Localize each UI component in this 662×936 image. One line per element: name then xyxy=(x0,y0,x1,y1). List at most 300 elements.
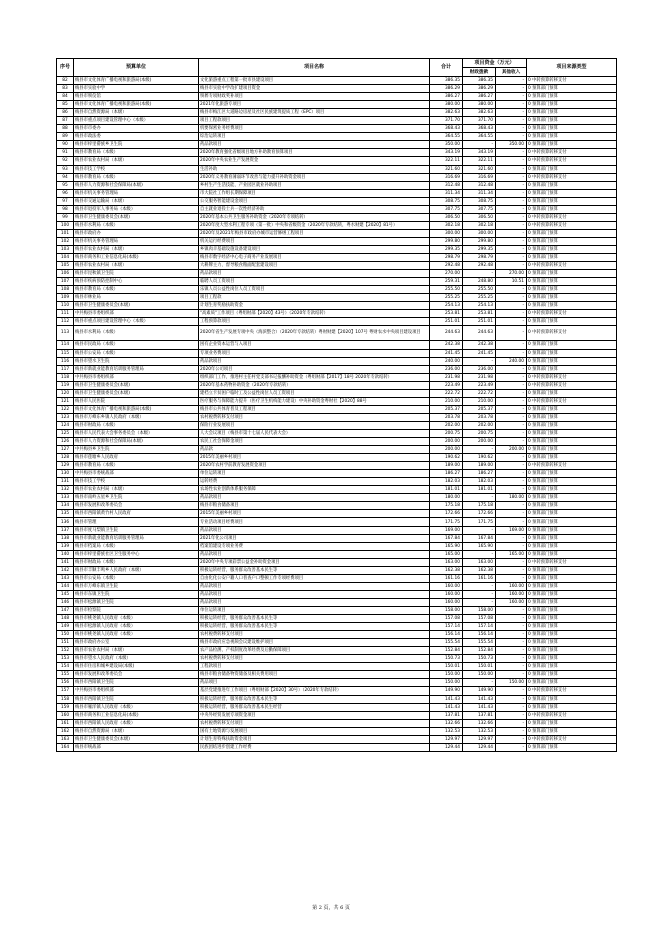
cell-unit: 梅县市文化体育广播电视和旅游局(本级) xyxy=(74,101,199,109)
cell-other: - xyxy=(496,125,527,133)
cell-source: 0 预算部门预算 xyxy=(527,671,617,679)
cell-total: 202.00 xyxy=(430,421,463,429)
cell-source: 0 预算部门预算 xyxy=(527,405,617,413)
cell-other: - xyxy=(496,502,527,510)
table-row xyxy=(57,462,617,470)
cell-fiscal: 190.62 xyxy=(463,454,496,462)
cell-other: - xyxy=(496,205,527,213)
cell-project: 2020年公司项目 xyxy=(199,365,430,373)
cell-source: 0 预算部门预算 xyxy=(527,454,617,462)
table-body xyxy=(57,77,617,752)
cell-source: 0 预算部门预算 xyxy=(527,189,617,197)
table-row xyxy=(57,405,617,413)
cell-total: 299.35 xyxy=(430,245,463,253)
cell-fiscal: 368.43 xyxy=(463,125,496,133)
cell-no: 127 xyxy=(57,446,74,454)
cell-fiscal: 312.48 xyxy=(463,181,496,189)
cell-fiscal: - xyxy=(463,550,496,558)
cell-no: 100 xyxy=(57,221,74,229)
cell-total: 132.66 xyxy=(430,719,463,727)
table-row xyxy=(57,639,617,647)
cell-unit: 梅县市发展和改革委员会 xyxy=(74,502,199,510)
cell-unit: 梅县市市委办 xyxy=(74,125,199,133)
cell-no: 153 xyxy=(57,655,74,663)
cell-no: 136 xyxy=(57,518,74,526)
table-row xyxy=(57,550,617,558)
cell-total: 316.69 xyxy=(430,173,463,181)
cell-unit: 中共梅县市委统战部 xyxy=(74,470,199,478)
table-row xyxy=(57,157,617,165)
table-row xyxy=(57,719,617,727)
cell-no: 87 xyxy=(57,117,74,125)
cell-project: 梅县市梅江区大道路边房屋及社区民族建筑提质工程（EPC）项目 xyxy=(199,109,430,117)
cell-fiscal: 202.00 xyxy=(463,421,496,429)
table-row xyxy=(57,262,617,270)
cell-other: 200.00 xyxy=(496,446,527,454)
cell-unit: 梅县市财政局（本级） xyxy=(74,421,199,429)
cell-source: 0 预算部门预算 xyxy=(527,278,617,286)
cell-no: 84 xyxy=(57,93,74,101)
cell-other: - xyxy=(496,302,527,310)
cell-fiscal: 155.54 xyxy=(463,639,496,647)
cell-source: 0 预算部门预算 xyxy=(527,181,617,189)
cell-source: 0 预算部门预算 xyxy=(527,341,617,349)
cell-fiscal: 150.01 xyxy=(463,663,496,671)
cell-no: 123 xyxy=(57,413,74,421)
cell-unit: 梅县市公安局（本级） xyxy=(74,349,199,357)
cell-total: 311.34 xyxy=(430,189,463,197)
table-row xyxy=(57,173,617,181)
cell-fiscal: - xyxy=(463,598,496,606)
cell-project: 梅县市粮食储备物资储备及相关费用项目 xyxy=(199,671,430,679)
cell-source: 0 预算部门预算 xyxy=(527,229,617,237)
cell-total: 181.01 xyxy=(430,486,463,494)
cell-other: - xyxy=(496,438,527,446)
cell-other: - xyxy=(496,574,527,582)
cell-no: 93 xyxy=(57,165,74,173)
cell-no: 151 xyxy=(57,639,74,647)
cell-total: 157.08 xyxy=(430,615,463,623)
table-row xyxy=(57,574,617,582)
cell-total: 255.25 xyxy=(430,294,463,302)
cell-fiscal: 156.14 xyxy=(463,631,496,639)
cell-project: 机要保密业务经费项目 xyxy=(199,125,430,133)
header-source: 项目来源类型 xyxy=(527,59,617,77)
cell-total: 165.90 xyxy=(430,542,463,550)
cell-source: 0 预算部门预算 xyxy=(527,165,617,173)
table-row xyxy=(57,381,617,389)
page-footer: 第 2 页，共 6 页 xyxy=(312,905,350,911)
cell-fiscal: 253.81 xyxy=(463,310,496,318)
table-row xyxy=(57,590,617,598)
cell-other: - xyxy=(496,631,527,639)
cell-fiscal: 132.53 xyxy=(463,727,496,735)
cell-source: 0 中转预算转移支付 xyxy=(527,326,617,341)
table-row xyxy=(57,502,617,510)
cell-other: - xyxy=(496,615,527,623)
cell-no: 146 xyxy=(57,598,74,606)
cell-fiscal: 152.84 xyxy=(463,647,496,655)
cell-source: 0 中转预算转移支付 xyxy=(527,173,617,181)
table-row xyxy=(57,213,617,221)
cell-project: 运转经费 xyxy=(199,478,430,486)
cell-total: 382.63 xyxy=(430,109,463,117)
cell-fiscal: 364.55 xyxy=(463,133,496,141)
cell-fiscal: 311.34 xyxy=(463,189,496,197)
cell-no: 114 xyxy=(57,341,74,349)
cell-unit: 梅县市政府办 xyxy=(74,229,199,237)
cell-other: 350.00 xyxy=(496,141,527,149)
cell-fiscal: 150.00 xyxy=(463,671,496,679)
cell-other: - xyxy=(496,310,527,318)
cell-project: 2021年化公司项目 xyxy=(199,534,430,542)
cell-other: - xyxy=(496,165,527,173)
cell-no: 135 xyxy=(57,510,74,518)
cell-other: - xyxy=(496,639,527,647)
cell-fiscal: 175.18 xyxy=(463,502,496,510)
cell-total: 223.49 xyxy=(430,381,463,389)
cell-other: - xyxy=(496,189,527,197)
header-unit: 预算单位 xyxy=(74,59,199,77)
cell-source: 0 预算部门预算 xyxy=(527,695,617,703)
cell-project: 2020年教育强化省级项目地方补助教育预算项目 xyxy=(199,149,430,157)
cell-total: 236.00 xyxy=(430,365,463,373)
cell-total: 156.14 xyxy=(430,631,463,639)
table-row xyxy=(57,85,617,93)
cell-fiscal: - xyxy=(463,679,496,687)
table-row xyxy=(57,687,617,695)
table-row xyxy=(57,438,617,446)
cell-other: 165.00 xyxy=(496,550,527,558)
cell-fiscal: 163.00 xyxy=(463,558,496,566)
cell-unit: 梅县市度马梨镇卫生院 xyxy=(74,526,199,534)
cell-unit: 梅县市管理 xyxy=(74,518,199,526)
cell-unit: 梅县市技工学校 xyxy=(74,165,199,173)
cell-no: 138 xyxy=(57,534,74,542)
cell-project: 专业活动项目经费项目 xyxy=(199,518,430,526)
cell-project: 基层党建推进年工作项目（粤组财部【2020】30号）（2020年专款结转） xyxy=(199,687,430,695)
cell-project: 梅县市实验中学改扩建项目资金 xyxy=(199,85,430,93)
cell-project: 2020年义务教育薄弱环节改善与能力提升补助资金项目 xyxy=(199,173,430,181)
cell-total: 180.00 xyxy=(430,494,463,502)
cell-other: - xyxy=(496,221,527,229)
cell-unit: 梅县市西阳镇黄竹村人民政府 xyxy=(74,510,199,518)
cell-no: 99 xyxy=(57,213,74,221)
cell-project: 乡村生产生活技能、产业园区就业补助项目 xyxy=(199,181,430,189)
table-row xyxy=(57,229,617,237)
cell-fiscal: 321.60 xyxy=(463,165,496,173)
cell-total: 190.62 xyxy=(430,454,463,462)
table-row xyxy=(57,526,617,534)
cell-total: 312.48 xyxy=(430,181,463,189)
cell-no: 96 xyxy=(57,189,74,197)
cell-no: 143 xyxy=(57,574,74,582)
cell-unit: 梅县市南岭五星乡卫生院 xyxy=(74,494,199,502)
cell-fiscal: 186.27 xyxy=(463,470,496,478)
table-row xyxy=(57,270,617,278)
cell-fiscal: 251.01 xyxy=(463,318,496,326)
cell-source: 0 预算部门预算 xyxy=(527,518,617,526)
cell-project: 生活补助 xyxy=(199,165,430,173)
cell-no: 156 xyxy=(57,679,74,687)
cell-source: 0 预算部门预算 xyxy=(527,470,617,478)
cell-total: 350.00 xyxy=(430,141,463,149)
cell-project: 药品款项目 xyxy=(199,582,430,590)
cell-fiscal: - xyxy=(463,357,496,365)
cell-project: 农村税费转移支付项目 xyxy=(199,719,430,727)
cell-other: - xyxy=(496,109,527,117)
cell-unit: 梅县市民政局（本级） xyxy=(74,341,199,349)
cell-source: 0 中转预算转移支付 xyxy=(527,310,617,318)
cell-no: 83 xyxy=(57,85,74,93)
cell-unit: 梅县市西阳镇卫生院 xyxy=(74,695,199,703)
cell-other: - xyxy=(496,655,527,663)
cell-no: 144 xyxy=(57,582,74,590)
cell-project: 药品项目 xyxy=(199,679,430,687)
cell-project: 单位运转项目 xyxy=(199,470,430,478)
cell-fiscal: 132.66 xyxy=(463,719,496,727)
cell-no: 86 xyxy=(57,109,74,117)
cell-total: 160.00 xyxy=(430,590,463,598)
cell-unit: 梅县市梓里畲族社区卫生服务中心 xyxy=(74,550,199,558)
cell-project: 机关运行经费项目 xyxy=(199,237,430,245)
cell-no: 161 xyxy=(57,719,74,727)
table-row xyxy=(57,478,617,486)
budget-table xyxy=(56,58,617,752)
cell-fiscal: 205.37 xyxy=(463,405,496,413)
cell-no: 122 xyxy=(57,405,74,413)
cell-fiscal: 236.00 xyxy=(463,365,496,373)
cell-other: - xyxy=(496,510,527,518)
cell-other: - xyxy=(496,326,527,341)
cell-project: 困有企业资本运营与入项目 xyxy=(199,341,430,349)
cell-project: 医疗服务与保障能力提升（医疗卫生机构能力建设）中央补助资金粤财社【2020】88号 xyxy=(199,397,430,405)
cell-total: 255.50 xyxy=(430,286,463,294)
cell-unit: 梅县市疾病预防控制中心 xyxy=(74,278,199,286)
table-row xyxy=(57,518,617,526)
cell-fiscal: 200.75 xyxy=(463,429,496,437)
cell-fiscal: 299.80 xyxy=(463,237,496,245)
cell-no: 131 xyxy=(57,478,74,486)
cell-no: 108 xyxy=(57,286,74,294)
cell-source: 0 预算部门预算 xyxy=(527,365,617,373)
cell-fiscal: 167.84 xyxy=(463,534,496,542)
cell-fiscal: 150.73 xyxy=(463,655,496,663)
cell-fiscal: 343.19 xyxy=(463,149,496,157)
cell-unit: 梅县市交通运输局（本级） xyxy=(74,197,199,205)
cell-total: 308.75 xyxy=(430,197,463,205)
cell-no: 157 xyxy=(57,687,74,695)
cell-no: 104 xyxy=(57,254,74,262)
table-row xyxy=(57,373,617,381)
cell-total: 231.98 xyxy=(430,373,463,381)
cell-other: - xyxy=(496,349,527,357)
cell-other: - xyxy=(496,735,527,743)
cell-total: 386.35 xyxy=(430,77,463,85)
cell-total: 222.72 xyxy=(430,389,463,397)
table-row xyxy=(57,181,617,189)
cell-unit: 梅县市卫生健康委员会(本级) xyxy=(74,302,199,310)
cell-source: 0 中转预算转移支付 xyxy=(527,711,617,719)
header-fiscal: 财政拨款 xyxy=(463,68,496,77)
cell-fiscal: 386.27 xyxy=(463,93,496,101)
cell-total: 259.31 xyxy=(430,278,463,286)
cell-project: 乡镇肉羊基础设施设备建设项目 xyxy=(199,245,430,253)
cell-other: - xyxy=(496,381,527,389)
cell-total: 244.63 xyxy=(430,326,463,341)
cell-total: 162.38 xyxy=(430,566,463,574)
cell-source: 0 预算部门预算 xyxy=(527,429,617,437)
table-row xyxy=(57,278,617,286)
table-row xyxy=(57,671,617,679)
cell-project: 药品款项目 xyxy=(199,494,430,502)
cell-unit: 梅县市重点项目建设管理中心（本级） xyxy=(74,318,199,326)
cell-fiscal: 129.97 xyxy=(463,735,496,743)
table-row xyxy=(57,695,617,703)
cell-other: - xyxy=(496,566,527,574)
cell-other: - xyxy=(496,413,527,421)
cell-no: 128 xyxy=(57,454,74,462)
table-row xyxy=(57,413,617,421)
cell-total: 161.16 xyxy=(430,574,463,582)
cell-project: 药品款 xyxy=(199,446,430,454)
cell-no: 120 xyxy=(57,389,74,397)
cell-unit: 梅县市检察院 xyxy=(74,607,199,615)
cell-source: 0 预算部门预算 xyxy=(527,703,617,711)
cell-fiscal: 141.43 xyxy=(463,703,496,711)
budget-document xyxy=(56,58,616,752)
cell-source: 0 预算部门预算 xyxy=(527,679,617,687)
table-row xyxy=(57,655,617,663)
table-row xyxy=(57,326,617,341)
cell-project: 计划生育特殊扶助资金项目 xyxy=(199,735,430,743)
cell-other: - xyxy=(496,711,527,719)
cell-total: 299.80 xyxy=(430,237,463,245)
cell-unit: 梅县市财政局（本级） xyxy=(74,558,199,566)
cell-other: - xyxy=(496,245,527,253)
cell-fiscal: 386.29 xyxy=(463,85,496,93)
cell-project: 积极运转经营，服务群众改善基本民生经营 xyxy=(199,703,430,711)
cell-total: 386.27 xyxy=(430,93,463,101)
cell-project: 药品款项目 xyxy=(199,270,430,278)
cell-other: - xyxy=(496,542,527,550)
cell-source: 0 预算部门预算 xyxy=(527,421,617,429)
cell-unit: 梅县市卫生健康委员会(本级) xyxy=(74,381,199,389)
cell-source: 0 预算部门预算 xyxy=(527,743,617,751)
cell-total: 172.66 xyxy=(430,510,463,518)
cell-no: 163 xyxy=(57,735,74,743)
cell-unit: 梅县市教育局（本级） xyxy=(74,173,199,181)
cell-total: 200.75 xyxy=(430,429,463,437)
cell-no: 89 xyxy=(57,133,74,141)
cell-project: 综治运转项目 xyxy=(199,133,430,141)
cell-total: 368.43 xyxy=(430,125,463,133)
table-row xyxy=(57,357,617,365)
cell-no: 162 xyxy=(57,727,74,735)
cell-project: 2020年基本药物补助资金（2020年专款结转） xyxy=(199,381,430,389)
cell-unit: 中共梅县市委组织部 xyxy=(74,310,199,318)
cell-project: 2020年农村学前教育发展资金项目 xyxy=(199,462,430,470)
cell-unit: 梅县市万峰东乡镇人民政府（本级） xyxy=(74,413,199,421)
table-row xyxy=(57,165,617,173)
cell-fiscal: 254.13 xyxy=(463,302,496,310)
cell-other: - xyxy=(496,671,527,679)
cell-no: 130 xyxy=(57,470,74,478)
cell-no: 159 xyxy=(57,703,74,711)
cell-project: 项目工程款 xyxy=(199,294,430,302)
cell-unit: 梅县市文化体育广播电视和旅游局(本级) xyxy=(74,77,199,85)
cell-other: - xyxy=(496,647,527,655)
cell-other: - xyxy=(496,397,527,405)
cell-total: 200.00 xyxy=(430,438,463,446)
cell-no: 124 xyxy=(57,421,74,429)
cell-no: 95 xyxy=(57,181,74,189)
cell-other: - xyxy=(496,719,527,727)
cell-no: 94 xyxy=(57,173,74,181)
table-row xyxy=(57,109,617,117)
cell-fiscal: 158.00 xyxy=(463,607,496,615)
cell-project: 殡葬专项财政奖补项目 xyxy=(199,93,430,101)
cell-total: 380.00 xyxy=(430,101,463,109)
table-header xyxy=(57,59,617,77)
cell-unit: 梅县市政府办公室 xyxy=(74,639,199,647)
cell-total: 137.81 xyxy=(430,711,463,719)
cell-project: 档案馆建设专项业务费 xyxy=(199,542,430,550)
table-row xyxy=(57,743,617,751)
table-row xyxy=(57,429,617,437)
cell-no: 82 xyxy=(57,77,74,85)
cell-fiscal: 161.16 xyxy=(463,574,496,582)
cell-fiscal: 255.50 xyxy=(463,286,496,294)
cell-fiscal: - xyxy=(463,141,496,149)
cell-source: 0 预算部门预算 xyxy=(527,727,617,735)
table-row xyxy=(57,294,617,302)
cell-fiscal: 210.00 xyxy=(463,397,496,405)
table-row xyxy=(57,349,617,357)
cell-no: 137 xyxy=(57,526,74,534)
cell-unit: 梅县市机关事务管理局 xyxy=(74,189,199,197)
cell-total: 132.53 xyxy=(430,727,463,735)
cell-fiscal: - xyxy=(463,446,496,454)
cell-no: 154 xyxy=(57,663,74,671)
cell-unit: 梅县市殡仪馆 xyxy=(74,93,199,101)
table-row xyxy=(57,141,617,149)
cell-source: 0 预算部门预算 xyxy=(527,719,617,727)
cell-no: 147 xyxy=(57,607,74,615)
cell-other: - xyxy=(496,197,527,205)
cell-source: 0 预算部门预算 xyxy=(527,486,617,494)
cell-project: 药品款项目 xyxy=(199,141,430,149)
cell-other: - xyxy=(496,743,527,751)
cell-project: 农产品检测、产权制度改革经费及后勤保障项目 xyxy=(199,647,430,655)
cell-total: 200.00 xyxy=(430,446,463,454)
cell-no: 113 xyxy=(57,326,74,341)
cell-project: 2020年省生产发展专项中央（海滨整合）（2020年专款结转）粤财财建【2020】107号 粤财农水中央项目建设项目 xyxy=(199,326,430,341)
cell-total: 175.18 xyxy=(430,502,463,510)
cell-no: 164 xyxy=(57,743,74,751)
cell-project: 2020年基本公共卫生服务补助资金（2020年专项结转） xyxy=(199,213,430,221)
cell-unit: 梅县市桃尧镇人民政府（本级） xyxy=(74,615,199,623)
cell-source: 0 中转预算转移支付 xyxy=(527,157,617,165)
cell-project: 工程预算款项目 xyxy=(199,318,430,326)
cell-project: 项目工程款项目 xyxy=(199,117,430,125)
cell-fiscal: 380.00 xyxy=(463,101,496,109)
header-no: 序号 xyxy=(57,59,74,77)
cell-fiscal: 181.01 xyxy=(463,486,496,494)
cell-other: - xyxy=(496,558,527,566)
cell-unit: 梅县市文化体育广播电视和旅游局(本级) xyxy=(74,405,199,413)
cell-fiscal: 307.75 xyxy=(463,205,496,213)
